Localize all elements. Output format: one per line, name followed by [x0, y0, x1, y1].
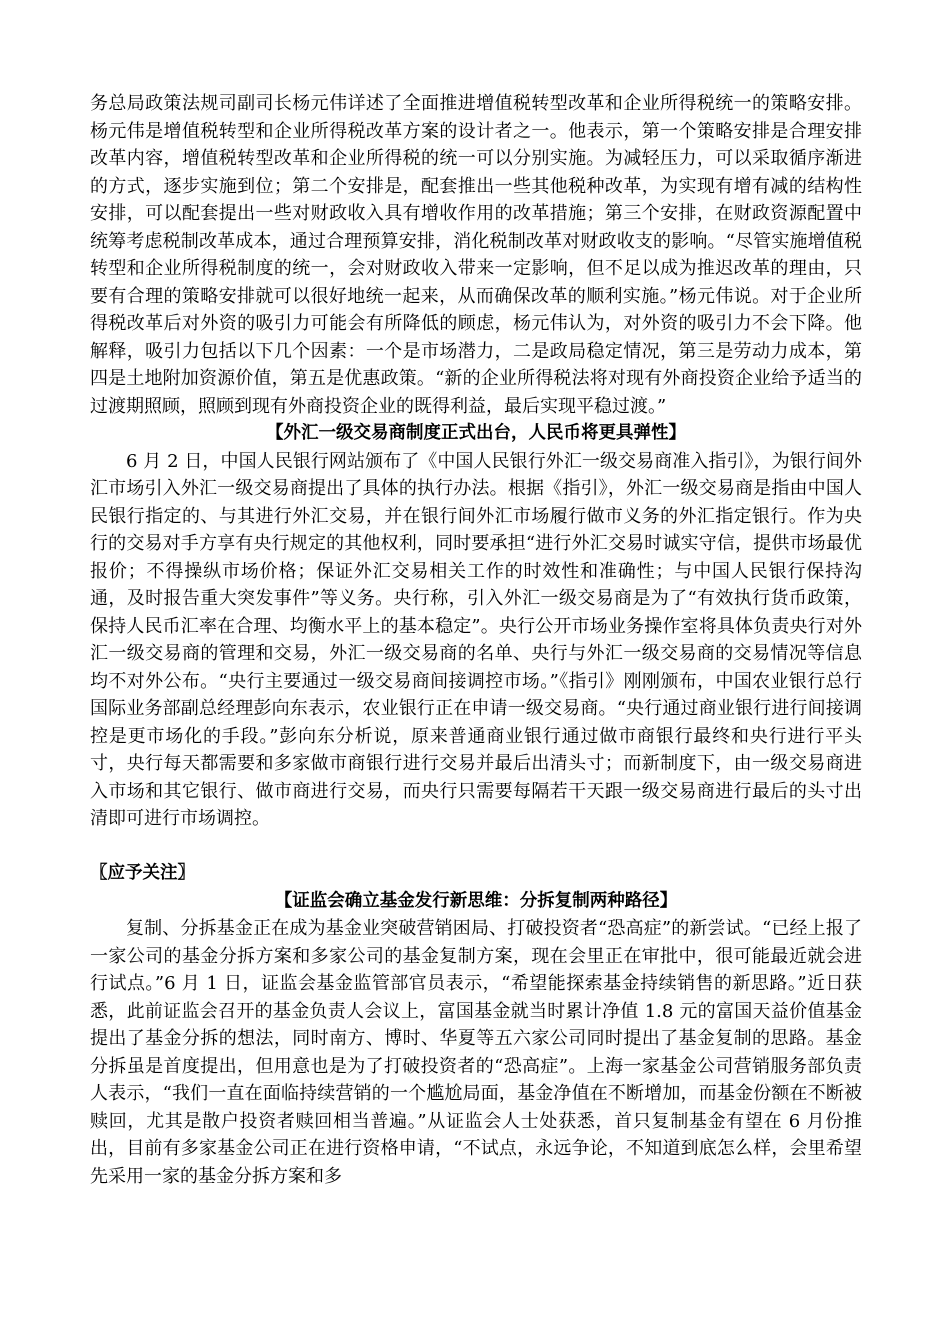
heading-forex-dealer: 【外汇一级交易商制度正式出台，人民币将更具弹性】	[266, 423, 686, 443]
blank-line	[90, 833, 862, 861]
heading-fund-issuance: 【证监会确立基金发行新思维：分拆复制两种路径】	[274, 890, 678, 911]
section-label-attention: 〖应予关注〗	[90, 863, 195, 883]
paragraph-fund-issuance: 复制、分拆基金正在成为基金业突破营销困局、打破投资者“恐高症”的新尝试。“已经上报了一家公司的基金分拆方案和多家公司的基金复制方案，现在会里正在审批中，很可能最近就会进行试点。”6 月 1 日，证监会基金监管部官员表示，“希望能探索基金持续销售的新思路。”近日获悉，此前证监会召开的基金负责人会议上，富国基金就当时累计净值 1.8 元的富国天益价值基金提出了基金分拆的想法，同时南方、博时、华夏等五六家公司同时提出了基金复制的思路。基金分拆虽是首度提出，但用意也是为了打破投资者的“恐高症”。上海一家基金公司营销服务部负责人表示，“我们一直在面临持续营销的一个尴尬局面，基金净值在不断增加，而基金份额在不断被赎回，尤其是散户投资者赎回相当普遍。”从证监会人士处获悉，首只复制基金有望在 6 月份推出，目前有多家基金公司正在进行资格申请，“不试点，永远争论，不知道到底怎么样，会里希望先采用一家的基金分拆方案和多	[90, 918, 862, 1187]
paragraph-forex-dealer: 6 月 2 日，中国人民银行网站颁布了《中国人民银行外汇一级交易商准入指引》，为银行间外汇市场引入外汇一级交易商提出了具体的执行办法。根据《指引》，外汇一级交易商是指由中国人民银行指定的、与其进行外汇交易，并在银行间外汇市场履行做市义务的外汇指定银行。作为央行的交易对手方享有央行规定的其他权利，同时要承担“进行外汇交易时诚实守信，提供市场最优报价；不得操纵市场价格；保证外汇交易相关工作的时效性和准确性；与中国人民银行保持沟通，及时报告重大突发事件”等义务。央行称，引入外汇一级交易商是为了“有效执行货币政策，保持人民币汇率在合理、均衡水平上的基本稳定”。央行公开市场业务操作室将具体负责央行对外汇一级交易商的管理和交易，外汇一级交易商的名单、央行与外汇一级交易商的交易情况等信息均不对外公布。“央行主要通过一级交易商间接调控市场。”《指引》刚刚颁布，中国农业银行总行国际业务部副总经理彭向东表示，农业银行正在申请一级交易商。“央行通过商业银行进行间接调控是更市场化的手段。”彭向东分析说，原来普通商业银行通过做市商银行最终和央行进行平头寸，央行每天都需要和多家做市商银行进行交易并最后出清头寸；而新制度下，由一级交易商进入市场和其它银行、做市商进行交易，而央行只需要每隔若干天跟一级交易商进行最后的头寸出清即可进行市场调控。	[90, 450, 862, 829]
document-page	[90, 90, 862, 1190]
paragraph-tax-reform: 务总局政策法规司副司长杨元伟详述了全面推进增值税转型改革和企业所得税统一的策略安排。杨元伟是增值税转型和企业所得税改革方案的设计者之一。他表示，第一个策略安排是合理安排改革内容，增值税转型改革和企业所得税的统一可以分别实施。为减轻压力，可以采取循序渐进的方式，逐步实施到位；第二个安排是，配套推出一些其他税种改革，为实现有增有减的结构性安排，可以配套提出一些对财政收入具有增收作用的改革措施；第三个安排，在财政资源配置中统筹考虑税制改革成本，通过合理预算安排，消化税制改革对财政收支的影响。“尽管实施增值税转型和企业所得税制度的统一，会对财政收入带来一定影响，但不足以成为推迟改革的理由，只要有合理的策略安排就可以很好地统一起来，从而确保改革的顺利实施。”杨元伟说。对于企业所得税改革后对外资的吸引力可能会有所降低的顾虑，杨元伟认为，对外资的吸引力不会下降。他解释，吸引力包括以下几个因素：一个是市场潜力，二是政局稳定情况，第三是劳动力成本，第四是土地附加资源价值，第五是优惠政策。“新的企业所得税法将对现有外商投资企业给予适当的过渡期照顾，照顾到现有外商投资企业的既得利益，最后实现平稳过渡。”	[90, 93, 862, 417]
